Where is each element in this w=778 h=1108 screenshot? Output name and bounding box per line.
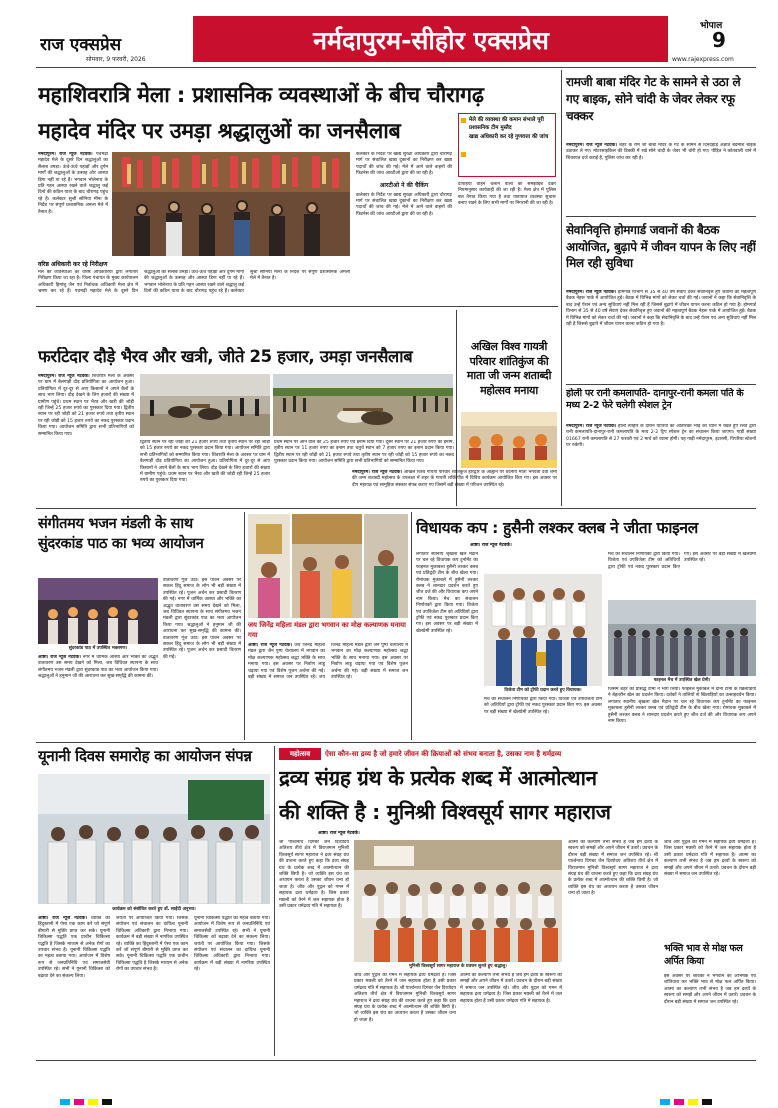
story2-col-2 (140, 440, 270, 506)
story2-body: शिवरात्रि मेला के अवसर पर ग्राम में बैलगाड़ी दौड़ प्रतियोगिता का आयोजन हुआ। प्रतियोगिता में दूर-दूर से आए किसानों ने अपने बैलों के साथ भाग लिया। दौड़ देखने के लिए हजारों की संख्या में ग्रामीण पहुंचे। प्रथम स्थान पर भैरव और खत्री की जोड़ी रही जिन्हें 25 हजार रुपये का पुरस्कार दिया गया। (38, 374, 134, 412)
gayatri-headline: अखिल विश्व गायत्री परिवार शांतिकुंज की माता जी जन्म शताब्दी महोत्सव मनाया (466, 340, 552, 397)
sangeet-col2-text: वातावरण गूंज उठा। इस पावन अवसर पर सकल हिंदू समाज के लोग भी बड़ी संख्या में उपस्थित रहे। पूजन अर्चन कर प्रसादी वितरण की गई। (163, 578, 241, 603)
gayatri-photo (461, 412, 557, 468)
dravya-kicker: ऐसा कौन-सा द्रव्य है जो हमारे जीवन की क्रियाओं को संभव बनाता है, उसका नाम है धर्मद्रव्य (325, 750, 562, 758)
unani-col-3 (194, 916, 270, 1056)
right-top-dateline: नर्मदापुरम। राज न्यूज नेटवर्क। (566, 143, 617, 148)
right-train-headline: होली पर रानी कमलापति- दानापुर-रानी कमला पति के मध्य 2-2 फेरे चलेगी स्पेशल ट्रेन (566, 388, 744, 411)
right-mid-text: होमगार्ड विभाग से 35 से 40 वर्ष सेवाएं देकर सेवानिवृत्त हुए जवानों की महत्वपूर्ण बैठक नेहरू पार्क में आयोजित हुई। बैठक में विभिन्न मांगों को लेकर चर्चा की गई। जवानों ने कहा कि सेवानिवृत्ति के बाद उन्हें पेंशन एवं अन्य सुविधाएं नहीं मिल रही हैं जिससे बुढ़ापे में जीवन यापन करना कठिन हो गया है। (566, 290, 756, 308)
dravya-subhead: भक्ति भाव से मोक्ष फल अर्पित किया (664, 943, 743, 967)
unani-text-more: यूनानी चिकित्सा पद्धति का महत्व बताया गया। आयोजन में विशेष रूप से जनप्रतिनिधि एवं समाजसेवी उपस्थित रहे। सभी ने यूनानी चिकित्सा को बढ़ावा देने का संकल्प लिया। (38, 948, 110, 979)
vidhayak-text: लगातार स्थानीय श्रृंखला खेल मैदान पर चल रहे विधायक कप टूर्नामेंट का फाइनल मुकाबला हुसैनी लश्कर क्लब एवं प्रतिद्वंदी टीम के बीच खेला गया। रोमांचक मुकाबले में हुसैनी लश्कर क्लब ने शानदार प्रदर्शन करते हुए जीत दर्ज की और विधायक कप अपने नाम किया। (416, 552, 478, 602)
right-train-dateline: नर्मदापुरम। राज न्यूज नेटवर्क। (566, 424, 617, 429)
story2-photo-1 (140, 374, 270, 436)
lead-body: पचमढ़ी महादेव मेले के दूसरे दिन श्रद्धालुओं का सैलाब उमड़ा। ऊंचे-ऊंचे पहाड़ों और दुर्गम मार्गों की श्रद्धालुओं के उत्साह और आस्था डिगा नहीं पा रहे हैं। भगवान भोलेनाथ के प्रति गहन आस्था रखने वाले श्रद्धालु कई दिनों की कठिन यात्रा के बाद चौरागढ़ पहुंच रहे हैं। कलेक्टर सुश्री सोनिया मीना के निर्देश पर संपूर्ण प्रशासनिक अमला मेले में तैनात है। (38, 152, 108, 215)
unani-caption: कार्यक्रम को संबोधित करते हुए डॉ. साईंदी अनुभव। (112, 907, 196, 912)
vidhayak-caption-2: फाइनल मैच में उपस्थित खेल प्रेमी। (653, 678, 711, 683)
jain-photo-2 (292, 514, 362, 618)
rto-subhead: आरटीओ ने की चैकिंग (379, 181, 429, 189)
sangeet-headline: संगीतमय भजन मंडली के साथ सुंदरकांड पाठ का भव्य आयोजन (38, 516, 204, 552)
sangeet-photo (38, 578, 158, 644)
story2-headline: फर्राटेदार दौड़े भैरव और खत्री, जीते 25 हजार, उमड़ा जनसैलाब (38, 347, 413, 366)
highlight-2: खाद्य अधिकारी कर रहे गुणवत्ता की जांच (469, 134, 549, 140)
story2-col2-text: द्वितीय स्थान पर रही जोड़ी को 21 हजार रुपये तथा तृतीय स्थान पर रही जोड़ी को 15 हजार रुपये का नकद पुरस्कार प्रदान किया गया। आयोजन समिति द्वारा सभी प्रतिभागियों को सम्मानित किया गया। (140, 440, 270, 458)
unani-headline: यूनानी दिवस समारोह का आयोजन संपन्न (38, 747, 252, 765)
vidhayak-col-3 (608, 687, 756, 740)
dravya-headline-2: की शक्ति है : मुनिश्री विश्वसूर्य सागर महाराज (279, 800, 611, 824)
vidhayak-col-2 (484, 697, 602, 740)
dravya-subbody (664, 974, 756, 1056)
story2-col2-more: शिवरात्रि मेला के अवसर पर ग्राम में बैलगाड़ी दौड़ प्रतियोगिता का आयोजन हुआ। प्रतियोगिता में दूर-दूर से आए किसानों ने अपने बैलों के साथ भाग लिया। दौड़ देखने के लिए हजारों की संख्या में ग्रामीण पहुंचे। प्रथम स्थान पर भैरव और खत्री की जोड़ी रही जिन्हें 25 हजार रुपये का पुरस्कार दिया गया। (140, 452, 270, 484)
sangeet-caption: सुंदरकांड पाठ में उपस्थित भक्तगण। (68, 646, 128, 651)
lead-subhead: वरिष्ठ अधिकारी कर रहे निरीक्षण (38, 261, 108, 268)
vidhayak-photo-2 (608, 600, 756, 676)
dravya-col3-text: आत्मा का कल्याण तभी संभव है जब हम द्रव्यों के स्वरूप को समझें और अपने जीवन में उतारें। प्रवचन के दौरान बड़ी संख्या में समाज जन उपस्थित रहे। (460, 973, 562, 991)
story2-photo-2 (273, 374, 453, 436)
right-top-text: शहर के राम जी बाबा मंदिर के गेट के सामने से दिनदहाड़े अज्ञात बदमाश बाइक उठाकर ले गए। मोटरसाइकिल की डिक्की में रखे सोने चांदी के जेवर भी चोरी हो गए। पीड़ित ने कोतवाली थाने में शिकायत दर्ज कराई है, पुलिस जांच कर रही है। (566, 143, 756, 161)
dravya-col-5 (664, 840, 756, 940)
unani-dateline: आष्टा। राज न्यूज नेटवर्क। (38, 916, 87, 921)
story2-dateline: नर्मदापुरम। राज न्यूज नेटवर्क। (38, 374, 90, 379)
lead-headline-2: महादेव मंदिर पर उमड़ा श्रद्धालुओं का जनसैलाब (38, 119, 401, 144)
story2-body-more: द्वितीय स्थान पर रही जोड़ी को 21 हजार रुपये तथा तृतीय स्थान पर रही जोड़ी को 15 हजार रुपये का नकद पुरस्कार प्रदान किया गया। आयोजन समिति द्वारा सभी प्रतिभागियों को सम्मानित किया गया। (38, 406, 134, 437)
vidhayak-dateline-tag: आष्टा। राज न्यूज नेटवर्क। (470, 543, 512, 548)
edition-banner (193, 16, 668, 62)
dravya-col-4 (568, 840, 658, 1056)
dravya-col4-more: श्री पार्श्वनाथ दिगंबर जैन दिव्योदय अतिशय तीर्थ क्षेत्र में विराजमान मुनिश्री विश्वसूर्य सागर महाराज ने द्रव्य संग्रह ग्रंथ की वाचना करते हुए कहा कि द्रव्य संग्रह ग्रंथ के प्रत्येक शब्द में आत्मोत्थान की शक्ति छिपी है। जो व्यक्ति इस ग्रंथ का अध्ययन करता है उसका जीवन धन्य हो जाता है। (568, 852, 658, 897)
lead-subbody (38, 270, 350, 304)
right-train-text: होली त्योहार के दौरान यात्रियों की अतिरिक्त भीड़ को ध्यान में रखते हुए रेलवे द्वारा रानी कमलापति-दानापुर-रानी कमलापति के मध्य 2-2 ट्रिप स्पेशल ट्रेन का संचालन किया जाएगा। गाड़ी संख्या 01667 रानी कमलापति से 27 फरवरी एवं 2 मार्च को रवाना होगी। यह गाड़ी नर्मदापुरम, इटारसी, पिपरिया स्टेशनों पर रुकेगी। (566, 424, 756, 449)
vidhayak-col-4 (608, 552, 756, 598)
vidhayak-col3-more: लगातार स्थानीय श्रृंखला खेल मैदान पर चल रहे विधायक कप टूर्नामेंट का फाइनल मुकाबला हुसैनी लश्कर क्लब एवं प्रतिद्वंदी टीम के बीच खेला गया। रोमांचक मुकाबले में हुसैनी लश्कर क्लब ने शानदार प्रदर्शन करते हुए जीत दर्ज की और विधायक कप अपने नाम किया। (608, 699, 756, 725)
color-registration-bar (0, 1096, 778, 1108)
jain-dateline: आष्टा। राज न्यूज नेटवर्क। (248, 643, 292, 648)
sangeet-col2-more: नगर में धार्मिक आस्था और भक्ति का अद्भुत वातावरण उस समय देखने को मिला, जब विधिवत स्थापना के साथ संगीतमय भजन मंडली द्वारा सुंदरकांड पाठ का भव्य आयोजन किया गया। श्रद्धालुओं ने हनुमान जी की आराधना कर सुख-समृद्धि की कामना की। (163, 597, 241, 635)
edition-title: नर्मदापुरम-सीहोर एक्सप्रेस (313, 26, 549, 55)
dravya-col5-text: जीव और पुद्गल को गमन में सहायक द्रव्य धर्मद्रव्य है। जिस प्रकार मछली को तैरने में जल सहायक होता है उसी प्रकार धर्मद्रव्य गति में सहायक है। (664, 840, 756, 858)
jain-body (248, 643, 408, 740)
gayatri-text: अखिल विश्व गायत्री परिवार शांतिकुंज हरिद्वार के आह्वान पर वंदनीय माता भगवती देवी शर्मा की जन्म शताब्दी महोत्सव के उपलक्ष्य में शहर के गायत्री शक्तिपीठ में विविध कार्यक्रम आयोजित किए गए। इस अवसर पर दीप महायज्ञ एवं सामूहिक संस्कार संपन्न कराए गए जिसमें बड़ी संख्या में परिजन उपस्थित रहे। (352, 470, 557, 488)
highlight-1: मेले की व्यवस्था की कमान संभाले पूरी प्रशासनिक टीम मुस्तैद (469, 117, 544, 131)
dravya-col-3 (460, 973, 562, 1056)
dravya-col4-text: आत्मा का कल्याण तभी संभव है जब हम द्रव्यों के स्वरूप को समझें और अपने जीवन में उतारें। प्रवचन के दौरान बड़ी संख्या में समाज जन उपस्थित रहे। (568, 840, 658, 858)
sangeet-col-1 (38, 655, 158, 740)
jain-headline: जय जिनेंद्र महिला मंडल द्वारा भगवान का मोक्ष कल्याणक मनाया गया (248, 621, 406, 639)
sangeet-col-2 (163, 578, 241, 740)
dravya-col2-more: श्री पार्श्वनाथ दिगंबर जैन दिव्योदय अतिशय तीर्थ क्षेत्र में विराजमान मुनिश्री विश्वसूर्य सागर महाराज ने द्रव्य संग्रह ग्रंथ की वाचना करते हुए कहा कि द्रव्य संग्रह ग्रंथ के प्रत्येक शब्द में आत्मोत्थान की शक्ति छिपी है। जो व्यक्ति इस ग्रंथ का अध्ययन करता है उसका जीवन धन्य हो जाता है। (354, 985, 456, 1023)
paper-name: राज एक्सप्रेस (40, 35, 122, 54)
vidhayak-col4-text: मैच का संचालन निर्णायकों द्वारा किया गया। विजेता एवं उपविजेता टीम को अतिथियों द्वारा ट्रॉफी एवं नकद पुरस्कार प्रदान किए गए। इस अवसर पर बड़ी संख्या में खेलप्रेमी उपस्थित रहे। (608, 552, 756, 570)
dravya-col3-more: जीव और पुद्गल को गमन में सहायक द्रव्य धर्मद्रव्य है। जिस प्रकार मछली को तैरने में जल सहायक होता है उसी प्रकार धर्मद्रव्य गति में सहायक है। (460, 985, 562, 1004)
right-top-headline: रामजी बाबा मंदिर गेट के सामने से उठा ले गए बाइक, सोने चांदी के जेवर लेकर रफू चक्कर (566, 75, 741, 123)
lead-col3-more: कलेक्टर के निर्देश पर खाद्य सुरक्षा अधिकारी द्वारा चौरागढ़ मार्ग पर संचालित खाद्य दुकानों का निरीक्षण कर खाद्य पदार्थों की जांच की गई। मेले में आने वाले वाहनों की फिटनेस की जांच आरटीओ द्वारा की जा रही है। (356, 192, 452, 217)
vidhayak-caption: विजेता टीम को ट्रॉफी प्रदान करते हुए विधायक। (504, 688, 582, 693)
unani-text: व्यक्ति का हिंदुस्तानी में ऐसा एक काम करें जो संपूर्ण बीमारी से मुक्ति प्राप्त कर सके। यूनानी चिकित्सा पद्धति एक प्राचीन चिकित्सा पद्धति है जिसके माध्यम से अनेक रोगों का उपचार संभव है। (38, 916, 110, 954)
dravya-caption: मुनिश्री विश्वसूर्य सागर महाराज के प्रवचन सुनते हुए श्रद्धालु। (409, 964, 507, 969)
unani-col2-more: व्यक्ति का हिंदुस्तानी में ऐसा एक काम करें जो संपूर्ण बीमारी से मुक्ति प्राप्त कर सके। यूनानी चिकित्सा पद्धति एक प्राचीन चिकित्सा पद्धति है जिसके माध्यम से अनेक रोगों का उपचार संभव है। (116, 941, 188, 973)
gayatri-text-wrap (352, 470, 557, 506)
lead-headline-1: महाशिवरात्रि मेला : प्रशासनिक व्यवस्थाओं के बीच चौरागढ़ (38, 83, 484, 108)
lead-subbody-text: मेले की व्यवस्थाओं का वरिष्ठ अधिकारियों द्वारा लगातार निरीक्षण किया जा रहा है। जिला पंचायत के मुख्य कार्यपालन अधिकारी हिमांशु जैन एवं निर्वाचक अधिकारी मेला क्षेत्र में भ्रमण कर रहे हैं। (38, 270, 138, 295)
dravya-dateline: आष्टा। राज न्यूज नेटवर्क। (318, 831, 360, 836)
lead-dateline: नर्मदापुरम। राज न्यूज नेटवर्क। (38, 152, 93, 157)
dravya-subbody-more: आत्मा का कल्याण तभी संभव है जब हम द्रव्यों के स्वरूप को समझें और अपने जीवन में उतारें। प्रवचन के दौरान बड़ी संख्या में समाज जन उपस्थित रहे। (664, 986, 756, 1005)
vidhayak-photo (484, 574, 602, 686)
sangeet-col2-more2: वातावरण गूंज उठा। इस पावन अवसर पर सकल हिंदू समाज के लोग भी बड़ी संख्या में उपस्थित रहे। पूजन अर्चन कर प्रसादी वितरण की गई। (163, 635, 241, 660)
jain-text-more: जय जिनेंद्र महिला मंडल द्वारा जैन पुष्प चेत्यालय में भगवान का मोक्ष कल्याणक महोत्सव श्रद्धा भक्ति के साथ मनाया गया। इस अवसर पर निर्वाण लाडू चढ़ाया गया एवं विशेष पूजन अर्चना की गई। बड़ी संख्या में समाज जन उपस्थित रहे। (318, 643, 408, 681)
unani-photo (38, 774, 270, 904)
jain-photo-1 (248, 514, 290, 618)
right-mid-body (566, 290, 756, 382)
lead-col-1 (38, 152, 108, 256)
story2-col3-text: प्रथम स्थान पर आने वाले को 25 हजार रुपए एवं इनाम दिया गया। दूसरे स्थान पर 21 हजार रुपए का इनाम, तृतीय स्थान पर 11 हजार रुपए का इनाम तथा चतुर्थ स्थान को 7 हजार रुपए का इनाम प्रदान किया गया। (274, 440, 454, 452)
right-mid-dateline: नर्मदापुरम। राज न्यूज नेटवर्क। (566, 290, 617, 295)
dravya-text: श्री पार्श्वनाथ दिगंबर जैन दिव्योदय अतिशय तीर्थ क्षेत्र में विराजमान मुनिश्री विश्वसूर्य सागर महाराज ने द्रव्य संग्रह ग्रंथ की वाचना करते हुए कहा कि द्रव्य संग्रह ग्रंथ के प्रत्येक शब्द में आत्मोत्थान की शक्ति छिपी है। जो व्यक्ति इस ग्रंथ का अध्ययन करता है उसका जीवन धन्य हो जाता है। (279, 840, 349, 890)
page-number: 9 (712, 28, 726, 52)
unani-col2-text: जयंती पर आयोजित किया गया। जिसके संयोजन एवं संचालन का दायित्व यूनानी चिकित्सा अधिकारी द्वारा निभाया गया। कार्यक्रम में बड़ी संख्या में नागरिक उपस्थित रहे। (116, 916, 188, 947)
right-top-body (566, 143, 756, 215)
vidhayak-col2-text: मैच का संचालन निर्णायकों द्वारा किया गया। विजेता एवं उपविजेता टीम को अतिथियों द्वारा ट्रॉफी एवं नकद पुरस्कार प्रदान किए गए। इस अवसर पर बड़ी संख्या में खेलप्रेमी उपस्थित रहे। (484, 697, 602, 715)
vidhayak-text-more: मैच का संचालन निर्णायकों द्वारा किया गया। विजेता एवं उपविजेता टीम को अतिथियों द्वारा ट्रॉफी एवं नकद पुरस्कार प्रदान किए गए। इस अवसर पर बड़ी संख्या में खेलप्रेमी उपस्थित रहे। (416, 596, 478, 634)
story2-col3-more: द्वितीय स्थान पर रही जोड़ी को 21 हजार रुपये तथा तृतीय स्थान पर रही जोड़ी को 15 हजार रुपये का नकद पुरस्कार प्रदान किया गया। आयोजन समिति द्वारा सभी प्रतिभागियों को सम्मानित किया गया। (274, 452, 454, 465)
issue-date: सोमवार, 9 फरवरी, 2026 (86, 56, 146, 63)
unani-col3-text: यूनानी चिकित्सा पद्धति का महत्व बताया गया। आयोजन में विशेष रूप से जनप्रतिनिधि एवं समाजसेवी उपस्थित रहे। सभी ने यूनानी चिकित्सा को बढ़ावा देने का संकल्प लिया। (194, 916, 270, 941)
lead-subbody-more: पचमढ़ी महादेव मेले के दूसरे दिन श्रद्धालुओं का सैलाब उमड़ा। ऊंचे-ऊंचे पहाड़ों और दुर्गम मार्गों की श्रद्धालुओं के उत्साह और आस्था डिगा नहीं पा रहे हैं। भगवान भोलेनाथ के प्रति गहन आस्था रखने वाले श्रद्धालु कई दिनों की कठिन यात्रा के बाद चौरागढ़ पहुंच रहे हैं। कलेक्टर सुश्री सोनिया मीना के निर्देश पर संपूर्ण प्रशासनिक अमला मेले में तैनात है। (74, 270, 350, 295)
dravya-tag: महोत्सव (279, 748, 321, 760)
dravya-col-2 (354, 973, 456, 1056)
unani-col-1 (38, 916, 110, 1056)
dravya-subbody-text: इस अवसर पर श्रावकों ने भगवान का अभिषेक एवं शांतिधारा कर भक्ति भाव से मोक्ष फल अर्पित किया। (664, 974, 756, 986)
vidhayak-col-1 (416, 552, 478, 740)
unani-col3-more: जयंती पर आयोजित किया गया। जिसके संयोजन एवं संचालन का दायित्व यूनानी चिकित्सा अधिकारी द्वारा निभाया गया। कार्यक्रम में बड़ी संख्या में नागरिक उपस्थित रहे। (194, 941, 270, 973)
jain-photo-3 (364, 514, 408, 618)
sangeet-dateline: आष्टा। राज न्यूज नेटवर्क। (38, 655, 81, 660)
lead-photo (112, 152, 350, 256)
lead-col3-text: कलेक्टर के निर्देश पर खाद्य सुरक्षा अधिकारी द्वारा चौरागढ़ मार्ग पर संचालित खाद्य दुकानों का निरीक्षण कर खाद्य पदार्थों की जांच की गई। मेले में आने वाले वाहनों की फिटनेस की जांच आरटीओ द्वारा की जा रही है। (356, 152, 452, 177)
highlight-bullet-2 (461, 152, 466, 157)
unani-col-2 (116, 916, 188, 1056)
lead-col-3 (356, 152, 452, 304)
website: www.rajexpress.com (672, 56, 734, 63)
masthead (0, 0, 778, 68)
right-mid-text-2: होमगार्ड विभाग से 35 से 40 वर्ष सेवाएं देकर सेवानिवृत्त हुए जवानों की महत्वपूर्ण बैठक नेहरू पार्क में आयोजित हुई। बैठक में विभिन्न मांगों को लेकर चर्चा की गई। जवानों ने कहा कि सेवानिवृत्ति के बाद उन्हें पेंशन एवं अन्य सुविधाएं नहीं मिल रही हैं जिससे बुढ़ापे में जीवन यापन करना कठिन हो गया है। (566, 302, 756, 328)
vidhayak-col3-text: जिसमें शहर की प्रसिद्ध टीमों ने भाग लिया। फाइनल मुकाबले में दोनों टीमों के खिलाड़ियों ने बेहतरीन खेल का प्रदर्शन किया। दर्शकों ने तालियों से खिलाड़ियों का उत्साहवर्धन किया। (608, 687, 756, 699)
dravya-headline-1: द्रव्य संग्रह ग्रंथ के प्रत्येक शब्द में आत्मोत्थान (279, 766, 597, 790)
lead-col-4 (458, 182, 556, 304)
lead-highlight-box (458, 113, 556, 177)
sangeet-text: नगर में धार्मिक आस्था और भक्ति का अद्भुत वातावरण उस समय देखने को मिला, जब विधिवत स्थापना के साथ संगीतमय भजन मंडली द्वारा सुंदरकांड पाठ का भव्य आयोजन किया गया। श्रद्धालुओं ने हनुमान जी की आराधना कर सुख-समृद्धि की कामना की। (38, 655, 158, 680)
city: भोपाल (700, 21, 723, 30)
right-mid-headline: सेवानिवृत्ति होमगार्ड जवानों की बैठक आयोजित, बुढ़ापे में जीवन यापन के लिए नहीं मिल रही सुविधा (566, 223, 756, 270)
story2-col-1 (38, 374, 134, 506)
dravya-photo (354, 840, 562, 962)
dravya-col5-more: आत्मा का कल्याण तभी संभव है जब हम द्रव्यों के स्वरूप को समझें और अपने जीवन में उतारें। प्रवचन के दौरान बड़ी संख्या में समाज जन उपस्थित रहे। (664, 852, 756, 878)
dravya-col2-text: जीव और पुद्गल को गमन में सहायक द्रव्य धर्मद्रव्य है। जिस प्रकार मछली को तैरने में जल सहायक होता है उसी प्रकार धर्मद्रव्य गति में सहायक है। (354, 973, 456, 991)
right-train-body (566, 424, 756, 504)
highlight-bullet-1 (461, 118, 466, 123)
vidhayak-headline: विधायक कप : हुसैनी लश्कर क्लब ने जीता फाइनल (416, 519, 698, 537)
lead-col4-text: दोपहिया वाहन चलाने वालों को समझाइश देकर नियमानुसार कार्यवाही की जा रही है। मेला क्षेत्र में पुलिस बल तैनात किया गया है तथा यातायात व्यवस्था सुचारू बनाए रखने के लिए सभी मार्गों पर निगरानी की जा रही है। (458, 182, 556, 207)
dravya-text-more: जीव और पुद्गल को गमन में सहायक द्रव्य धर्मद्रव्य है। जिस प्रकार मछली को तैरने में जल सहायक होता है उसी प्रकार धर्मद्रव्य गति में सहायक है। (279, 884, 349, 910)
gayatri-dateline: नर्मदापुरम। राज न्यूज नेटवर्क। (352, 470, 402, 475)
dravya-col-1 (279, 840, 349, 1056)
jain-text: जय जिनेंद्र महिला मंडल द्वारा जैन पुष्प चेत्यालय में भगवान का मोक्ष कल्याणक महोत्सव श्रद्धा भक्ति के साथ मनाया गया। इस अवसर पर निर्वाण लाडू चढ़ाया गया एवं विशेष पूजन अर्चना की गई। बड़ी संख्या में समाज जन उपस्थित रहे। (248, 643, 326, 681)
